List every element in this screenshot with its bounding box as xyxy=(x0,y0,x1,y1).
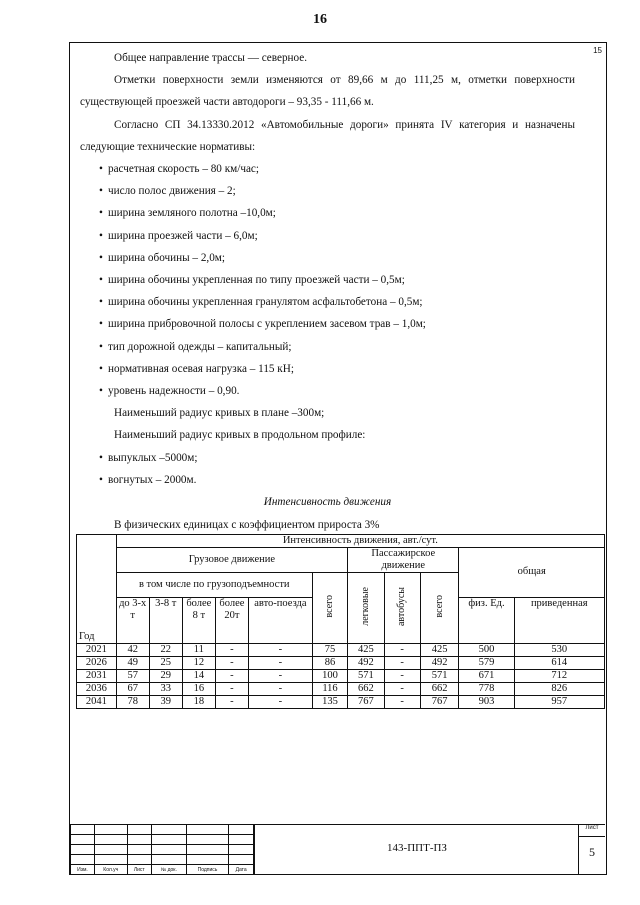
total-header: общая xyxy=(459,548,605,597)
table-row xyxy=(77,696,605,709)
table-cell: 14 xyxy=(182,670,215,683)
list-item: • ширина обочины укрепленная гранулятом асфальтобетона – 0,5м; xyxy=(108,291,575,313)
corner-number: 15 xyxy=(593,46,602,55)
radius-profile: Наименьший радиус кривых в продольном профиле: xyxy=(114,429,366,442)
capacity-header: в том числе по грузоподъемности xyxy=(116,573,312,597)
table-cell: 662 xyxy=(420,683,459,696)
table-row xyxy=(77,644,605,657)
table-cell: 135 xyxy=(312,696,347,709)
radius-plan: Наименьший радиус кривых в плане –300м; xyxy=(114,407,325,420)
table-cell: - xyxy=(248,696,312,709)
sheet-box xyxy=(578,825,605,875)
table-cell: 492 xyxy=(420,657,459,670)
table-row xyxy=(77,683,605,696)
col-header: более 8 т xyxy=(182,597,215,644)
profile-list xyxy=(80,447,575,491)
table-cell: 826 xyxy=(514,683,604,696)
table-cell: - xyxy=(215,696,248,709)
table-cell: 614 xyxy=(514,657,604,670)
list-item: • число полос движения – 2; xyxy=(108,180,575,202)
sheet-number: 5 xyxy=(589,845,595,859)
title-block-label: Дата xyxy=(229,865,254,875)
table-cell: - xyxy=(215,644,248,657)
table-cell: 579 xyxy=(459,657,514,670)
table-cell: 33 xyxy=(149,683,182,696)
buses-header xyxy=(384,573,420,644)
table-cell: 2021 xyxy=(77,644,117,657)
table-cell: 78 xyxy=(116,696,149,709)
list-item: • нормативная осевая нагрузка – 115 кН; xyxy=(108,358,575,380)
table-cell: - xyxy=(384,644,420,657)
table-cell: 100 xyxy=(312,670,347,683)
table-cell: 25 xyxy=(149,657,182,670)
table-cell: 22 xyxy=(149,644,182,657)
table-cell: 571 xyxy=(348,670,384,683)
passenger-total-label: всего xyxy=(433,595,445,618)
table-cell: 500 xyxy=(459,644,514,657)
table-cell: 16 xyxy=(182,683,215,696)
table-cell: 425 xyxy=(420,644,459,657)
table-cell: 712 xyxy=(514,670,604,683)
table-cell: 957 xyxy=(514,696,604,709)
table-cell: - xyxy=(248,657,312,670)
list-item: • ширина обочины укрепленная по типу проезжей части – 0,5м; xyxy=(108,269,575,291)
table-cell: 425 xyxy=(348,644,384,657)
table-cell: 2026 xyxy=(77,657,117,670)
col-header: более 20т xyxy=(215,597,248,644)
table-cell: 29 xyxy=(149,670,182,683)
page-frame xyxy=(69,42,607,875)
title-block-row xyxy=(71,845,254,855)
table-cell: 2041 xyxy=(77,696,117,709)
table-cell: 2036 xyxy=(77,683,117,696)
table-cell: 18 xyxy=(182,696,215,709)
list-item: • выпуклых –5000м; xyxy=(108,447,575,469)
table-cell: - xyxy=(384,683,420,696)
table-cell: 86 xyxy=(312,657,347,670)
page-number: 16 xyxy=(313,12,327,27)
table-cell: - xyxy=(215,657,248,670)
table-row xyxy=(77,670,605,683)
table-cell: - xyxy=(215,683,248,696)
list-item: • расчетная скорость – 80 км/час; xyxy=(108,158,575,180)
title-block-main xyxy=(254,824,605,875)
cars-header xyxy=(348,573,384,644)
title-block-label: Кол.уч xyxy=(94,865,127,875)
table-cell: 116 xyxy=(312,683,347,696)
elevation-paragraph: Отметки поверхности земли изменяются от 89,66 м до 111,25 м, отметки поверхности существующей проезжей части автодороги – 93,35 - 111,66 м. xyxy=(80,74,575,109)
table-cell: 11 xyxy=(182,644,215,657)
table-cell: - xyxy=(248,644,312,657)
cargo-header: Грузовое движение xyxy=(116,548,347,573)
table-cell: - xyxy=(384,657,420,670)
list-item: • тип дорожной одежды – капитальный; xyxy=(108,336,575,358)
title-block-label: Лист xyxy=(127,865,151,875)
table-cell: 12 xyxy=(182,657,215,670)
title-block-row xyxy=(71,825,254,835)
standard-paragraph: Согласно СП 34.13330.2012 «Автомобильные дороги» принята IV категория и назначены следующие технические нормативы: xyxy=(80,118,575,153)
title-block-label: № док. xyxy=(151,865,186,875)
table-top-header: Интенсивность движения, авт./сут. xyxy=(116,535,604,548)
title-block-row xyxy=(71,835,254,845)
list-item: • ширина обочины – 2,0м; xyxy=(108,247,575,269)
table-cell: 67 xyxy=(116,683,149,696)
table-cell: - xyxy=(248,683,312,696)
list-item: • ширина прибровочной полосы с укреплением засевом трав – 1,0м; xyxy=(108,313,575,335)
table-caption: В физических единицах с коэффициентом прироста 3% xyxy=(114,519,380,532)
col-header: приведенная xyxy=(514,597,604,644)
cars-label: легковые xyxy=(359,586,371,626)
document-body xyxy=(79,47,588,709)
table-cell: - xyxy=(384,696,420,709)
table-cell: 492 xyxy=(348,657,384,670)
table-body xyxy=(77,644,605,709)
table-cell: 778 xyxy=(459,683,514,696)
norms-list xyxy=(80,158,575,402)
direction-paragraph: Общее направление трассы — северное. xyxy=(114,52,308,64)
title-block-labels xyxy=(71,865,254,875)
col-header: авто-поезда xyxy=(248,597,312,644)
col-header: физ. Ед. xyxy=(459,597,514,644)
list-item: • вогнутых – 2000м. xyxy=(108,469,575,491)
cargo-total-label: всего xyxy=(324,595,335,618)
list-item: • уровень надежности – 0,90. xyxy=(108,380,575,402)
buses-label: автобусы xyxy=(396,586,408,626)
sheet-label: Лист xyxy=(579,825,605,837)
passenger-total-header xyxy=(420,573,459,644)
table-cell: - xyxy=(248,670,312,683)
table-cell: - xyxy=(215,670,248,683)
title-block xyxy=(70,824,605,874)
passenger-header: Пассажирское движение xyxy=(348,548,459,573)
document-code: 143-ППТ-ПЗ xyxy=(387,842,447,854)
list-item: • ширина проезжей части – 6,0м; xyxy=(108,225,575,247)
title-block-label: Подпись xyxy=(186,865,229,875)
table-cell: 75 xyxy=(312,644,347,657)
table-cell: 57 xyxy=(116,670,149,683)
table-cell: 671 xyxy=(459,670,514,683)
cargo-total-header xyxy=(312,573,347,644)
table-cell: 571 xyxy=(420,670,459,683)
traffic-table xyxy=(76,534,605,709)
table-cell: 662 xyxy=(348,683,384,696)
table-cell: 767 xyxy=(348,696,384,709)
year-header: Год xyxy=(77,535,117,644)
table-row xyxy=(77,657,605,670)
title-block-row xyxy=(71,855,254,865)
table-cell: 903 xyxy=(459,696,514,709)
title-block-label: Изм. xyxy=(71,865,95,875)
table-cell: 530 xyxy=(514,644,604,657)
col-header: 3-8 т xyxy=(149,597,182,644)
list-item: • ширина земляного полотна –10,0м; xyxy=(108,202,575,224)
table-cell: 767 xyxy=(420,696,459,709)
table-cell: 39 xyxy=(149,696,182,709)
col-header: до 3-х т xyxy=(116,597,149,644)
table-cell: 2031 xyxy=(77,670,117,683)
title-block-grid xyxy=(70,824,254,875)
section-title: Интенсивность движения xyxy=(263,496,392,509)
table-cell: - xyxy=(384,670,420,683)
table-cell: 42 xyxy=(116,644,149,657)
table-cell: 49 xyxy=(116,657,149,670)
